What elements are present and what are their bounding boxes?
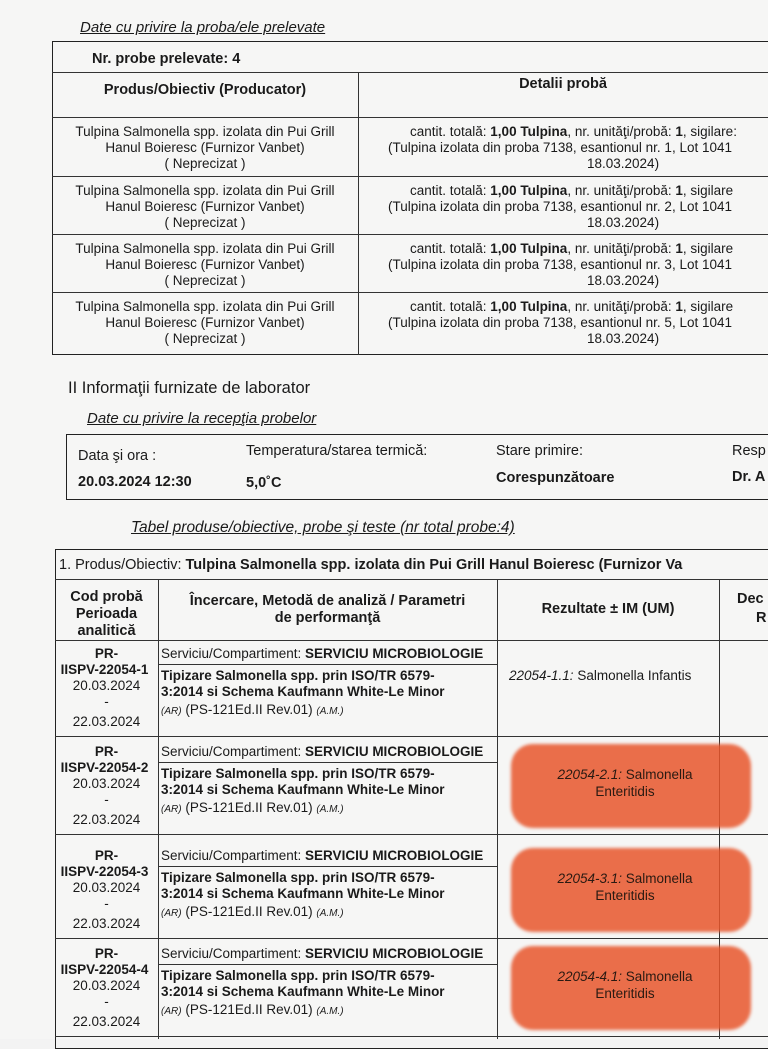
test-row-result: 22054-3.1: Salmonella Enteritidis [557, 871, 693, 903]
test-row-method: Tipizare Salmonella spp. prin ISO/TR 6579- 3:2014 si Schema Kaufmann White-Le Minor [161, 766, 445, 797]
test-row-code: PR- IISPV-22054-4 20.03.2024 - 22.03.2024 [60, 946, 149, 1029]
test-row-result: 22054-1.1: Salmonella Infantis [509, 668, 692, 683]
probes-section-title: Date cu privire la proba/ele prelevate [80, 19, 326, 36]
test-row-reference: (AR) (PS-121Ed.II Rev.01) (A.M.) [161, 1002, 344, 1017]
test-row-method: Tipizare Salmonella spp. prin ISO/TR 6579- 3:2014 si Schema Kaufmann White-Le Minor [161, 870, 445, 901]
reception-state-value: Corespunzătoare [496, 470, 615, 486]
probes-count: Nr. probe prelevate: 4 [92, 51, 241, 67]
tests-table-title: Tabel produse/obiective, probe şi teste (nr total probe:4) [131, 519, 515, 536]
tests-col-result: Rezultate ± IM (UM) [541, 601, 675, 617]
test-row-code: PR- IISPV-22054-2 20.03.2024 - 22.03.2024 [60, 744, 149, 827]
test-row-reference: (AR) (PS-121Ed.II Rev.01) (A.M.) [161, 702, 344, 717]
test-row-result: 22054-4.1: Salmonella Enteritidis [557, 969, 693, 1001]
reception-resp-value: Dr. A [732, 469, 766, 485]
test-row-result: 22054-2.1: Salmonella Enteritidis [557, 767, 693, 799]
reception-temp-value: 5,0˚C [246, 475, 282, 491]
probe-row-product: Tulpina Salmonella spp. izolata din Pui Grill Hanul Boieresc (Furnizor Vanbet) ( Neprecizat ) [75, 241, 335, 288]
test-row-service: Serviciu/Compartiment: SERVICIU MICROBIOLOGIE [161, 848, 484, 863]
test-row-reference: (AR) (PS-121Ed.II Rev.01) (A.M.) [161, 904, 344, 919]
probes-col-details: Detalii probă [519, 76, 607, 92]
reception-date-value: 20.03.2024 12:30 [78, 474, 192, 490]
probe-row-product: Tulpina Salmonella spp. izolata din Pui Grill Hanul Boieresc (Furnizor Vanbet) ( Neprecizat ) [75, 183, 335, 230]
test-row-code: PR- IISPV-22054-3 20.03.2024 - 22.03.2024 [60, 848, 149, 931]
reception-state-label: Stare primire: [496, 443, 584, 459]
test-row-service: Serviciu/Compartiment: SERVICIU MICROBIOLOGIE [161, 744, 484, 759]
reception-temp-label: Temperatura/starea termică: [246, 443, 428, 459]
test-row-method: Tipizare Salmonella spp. prin ISO/TR 6579- 3:2014 si Schema Kaufmann White-Le Minor [161, 968, 445, 999]
probe-row-product: Tulpina Salmonella spp. izolata din Pui Grill Hanul Boieresc (Furnizor Vanbet) ( Neprecizat ) [75, 299, 335, 346]
probe-row-details: cantit. totală: 1,00 Tulpina, nr. unităţi/probă: 1, sigilare: (Tulpina izolata din proba 7138, esantionul nr. 1, Lot 1041 18.03.2024) [388, 124, 737, 171]
probe-row-details: cantit. totală: 1,00 Tulpina, nr. unităţi/probă: 1, sigilare (Tulpina izolata din proba 7138, esantionul nr. 5, Lot 1041 18.03.2024) [388, 299, 734, 346]
lab-section-heading: II Informaţii furnizate de laborator [68, 379, 311, 397]
test-row-reference: (AR) (PS-121Ed.II Rev.01) (A.M.) [161, 800, 344, 815]
probe-row-details: cantit. totală: 1,00 Tulpina, nr. unităţi/probă: 1, sigilare (Tulpina izolata din proba 7138, esantionul nr. 2, Lot 1041 18.03.2024) [388, 183, 734, 230]
reception-resp-label: Resp [732, 443, 766, 459]
tests-product-line: 1. Produs/Obiectiv: Tulpina Salmonella spp. izolata din Pui Grill Hanul Boieresc (Furnizor Va [59, 557, 683, 573]
tests-col-decision: Dec R [737, 591, 767, 626]
test-row-method: Tipizare Salmonella spp. prin ISO/TR 6579- 3:2014 si Schema Kaufmann White-Le Minor [161, 668, 445, 699]
tests-col-method: Încercare, Metodă de analiză / Parametri de performanţă [189, 593, 466, 626]
probe-row-details: cantit. totală: 1,00 Tulpina, nr. unităţi/probă: 1, sigilare (Tulpina izolata din proba 7138, esantionul nr. 3, Lot 1041 18.03.2024) [388, 241, 734, 288]
test-row-service: Serviciu/Compartiment: SERVICIU MICROBIOLOGIE [161, 946, 484, 961]
probe-row-product: Tulpina Salmonella spp. izolata din Pui Grill Hanul Boieresc (Furnizor Vanbet) ( Neprecizat ) [75, 124, 335, 171]
lab-reception-subtitle: Date cu privire la recepţia probelor [87, 410, 317, 427]
test-row-code: PR- IISPV-22054-1 20.03.2024 - 22.03.2024 [60, 646, 149, 729]
reception-date-label: Data şi ora : [78, 448, 157, 464]
tests-col-code: Cod probă Perioada analitică [70, 589, 143, 639]
test-row-service: Serviciu/Compartiment: SERVICIU MICROBIOLOGIE [161, 646, 484, 661]
probes-col-product: Produs/Obiectiv (Producator) [103, 82, 307, 98]
